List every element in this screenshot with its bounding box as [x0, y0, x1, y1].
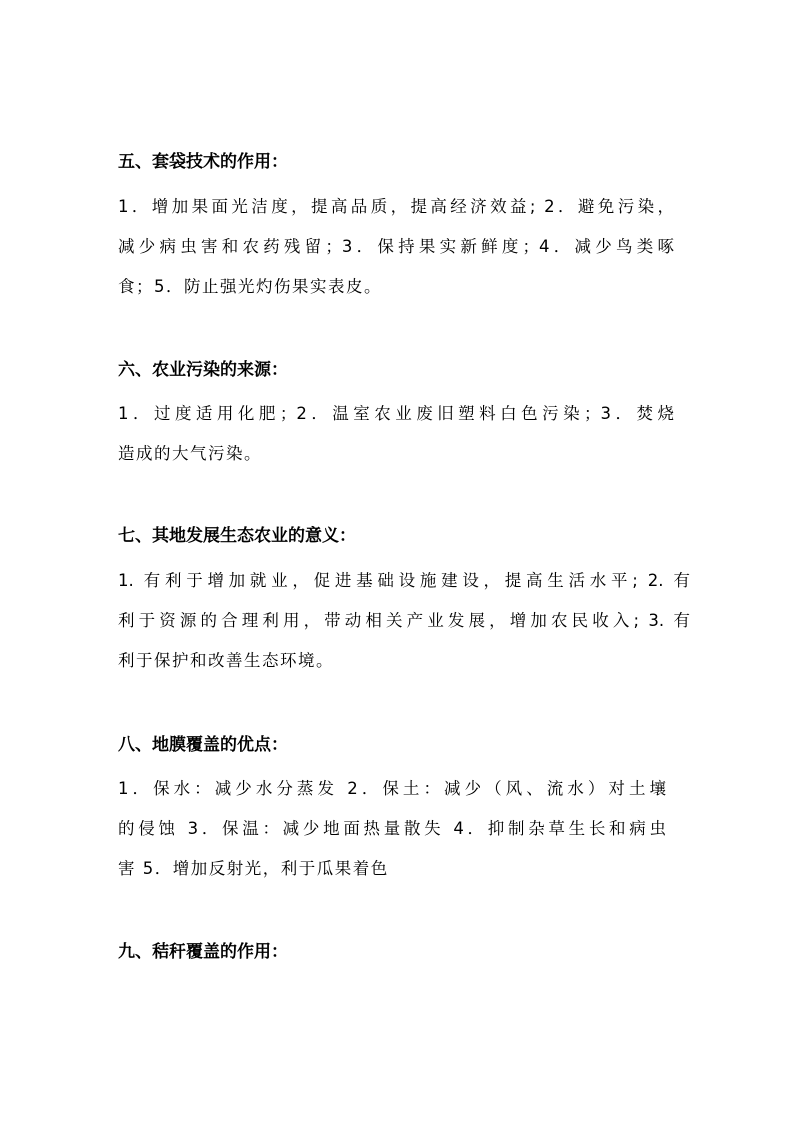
paragraph-line: 利于资源的合理利用，带动相关产业发展，增加农民收入; 3. 有	[118, 611, 690, 630]
paragraph-line: 造成的大气污染。	[118, 444, 262, 463]
paragraph-line: 利于保护和改善生态环境。	[118, 651, 334, 670]
paragraph-line: 1. 有利于增加就业，促进基础设施建设，提高生活水平; 2. 有	[118, 571, 690, 590]
paragraph-line: 1．保水：减少水分蒸发 2．保土：减少（风、流水）对土壤	[118, 779, 666, 798]
section-heading: 六、农业污染的来源：	[118, 360, 288, 380]
paragraph-line: 1．增加果面光洁度，提高品质，提高经济效益; 2．避免污染，	[118, 197, 674, 216]
paragraph-line: 1．过度适用化肥；2．温室农业废旧塑料白色污染；3．焚烧	[118, 404, 674, 423]
section-heading: 五、套袋技术的作用：	[118, 152, 288, 172]
section-heading: 八、地膜覆盖的优点：	[118, 735, 288, 755]
paragraph-line: 食；5．防止强光灼伤果实表皮。	[118, 277, 382, 296]
paragraph-line: 减少病虫害和农药残留；3．保持果实新鲜度；4．减少鸟类啄	[118, 237, 674, 256]
section-heading: 七、其地发展生态农业的意义：	[118, 526, 356, 546]
section-heading: 九、秸秆覆盖的作用：	[118, 942, 288, 962]
paragraph-line: 的侵蚀 3．保温：减少地面热量散失 4．抑制杂草生长和病虫	[118, 819, 666, 838]
paragraph-line: 害 5．增加反射光，利于瓜果着色	[118, 859, 389, 878]
